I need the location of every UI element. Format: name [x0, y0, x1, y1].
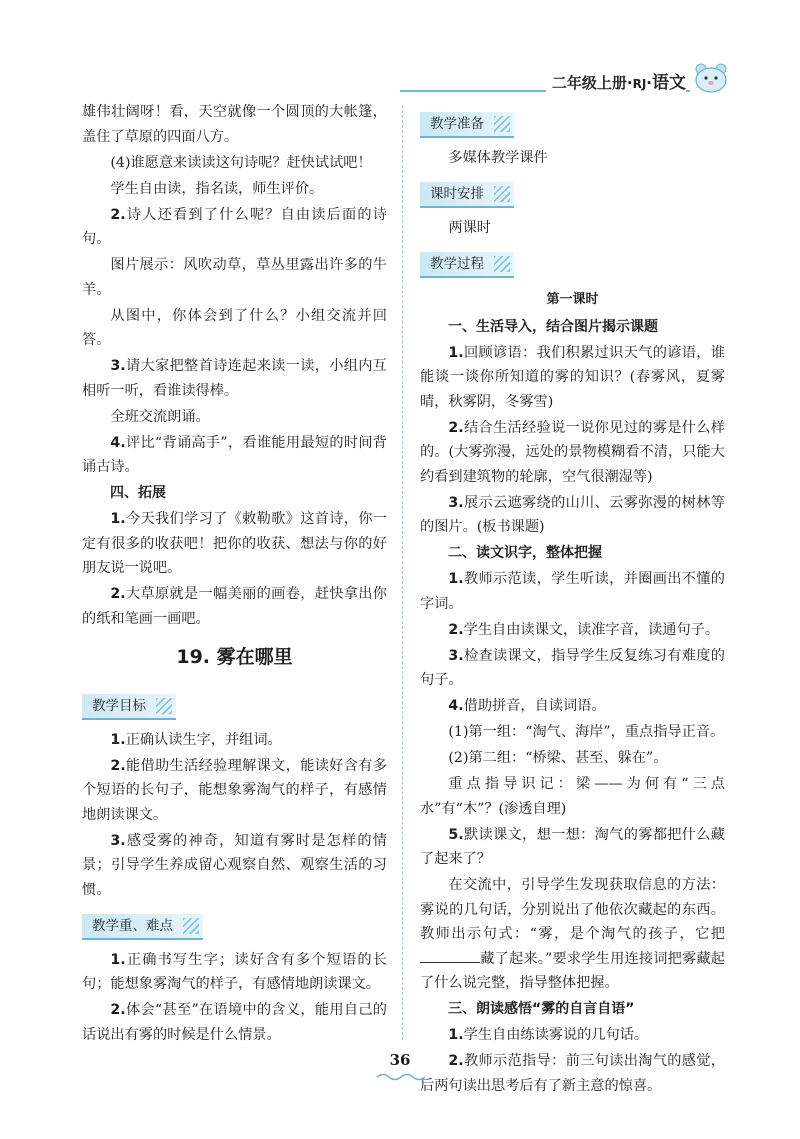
- column-divider: [402, 105, 403, 1040]
- paragraph: (4)谁愿意来读读这句诗呢？赶快试试吧！: [110, 154, 372, 171]
- page-number: 36: [389, 1051, 411, 1069]
- section-heading: 三、朗读感悟“雾的自言自语”: [448, 1001, 635, 1017]
- section-tag-schedule: 课时安排: [420, 182, 514, 208]
- fill-blank: [450, 948, 480, 963]
- paragraph: 学生自由读，指名读，师生评价。: [110, 180, 324, 197]
- paragraph: 多媒体教学课件: [448, 150, 548, 166]
- paragraph: 在交流中，引导学生发现获取信息的方法：雾说的几句话，分别说出了他依次藏起的东西。教师出示句式：“雾，是个淘气的孩子，它把藏了起来。”要求学生用连接词把雾藏起了什么说完整，指导整体把握。: [420, 877, 725, 991]
- header-edition: RJ: [632, 77, 647, 91]
- right-column: [420, 100, 725, 1100]
- section-tag-process: 教学过程: [420, 252, 514, 278]
- section-tag-key-points: 教学重、难点: [82, 914, 203, 940]
- paragraph: 重点指导识记：梁——为何有“三点水”有“木”？(渗透自理): [420, 776, 725, 817]
- paragraph: 雄伟壮阔呀！看，天空就像一个圆顶的大帐篷，盖住了草原的四面八方。: [82, 104, 387, 145]
- numbered-paragraph: 1.学生自由练读雾说的几句话。: [448, 1027, 649, 1043]
- numbered-paragraph: 1.教师示范读，学生听读，并圈画出不懂的字词。: [420, 571, 725, 612]
- paragraph: 两课时: [448, 220, 491, 236]
- numbered-paragraph: 4.借助拼音，自读词语。: [448, 698, 606, 714]
- header-grade: 二年级上册: [551, 74, 627, 92]
- paragraph: 全班交流朗诵。: [110, 408, 210, 425]
- numbered-paragraph: 3.感受雾的神奇，知道有雾时是怎样的情景；引导学生养成留心观察自然、观察生活的习惯。: [82, 832, 387, 898]
- section-heading: 一、生活导入，结合图片揭示课题: [448, 318, 658, 335]
- numbered-paragraph: 3.检查读课文，指导学生反复练习有难度的句子。: [420, 647, 725, 688]
- numbered-paragraph: 5.默读课文，想一想：淘气的雾都把什么藏了起来了？: [420, 826, 725, 867]
- numbered-paragraph: 1.回顾谚语：我们积累过识天气的谚语，谁能谈一谈你所知道的雾的知识？(春雾风，夏雾晴，秋雾阴，冬雾雪): [420, 344, 725, 410]
- numbered-paragraph: 3.展示云遮雾绕的山川、云雾弥漫的树林等的图片。(板书课题): [420, 494, 725, 535]
- section-tag-preparation: 教学准备: [420, 112, 514, 138]
- section-heading: 四、拓展: [110, 485, 166, 501]
- paragraph: 图片展示：风吹动草，草丛里露出许多的牛羊。: [82, 257, 387, 298]
- numbered-paragraph: 2.教师示范指导：前三句读出淘气的感觉，后两句读出思考后有了新主意的惊喜。: [420, 1053, 725, 1094]
- numbered-paragraph: 2.学生自由读课文，读准字音，读通句子。: [448, 621, 720, 638]
- numbered-paragraph: 1.正确书写生字；读好含有多个短语的长句；能想象雾淘气的样子，有感情地朗读课文。: [82, 951, 387, 992]
- section-tag-goals: 教学目标: [82, 694, 176, 720]
- paragraph: 从图中，你体会到了什么？小组交流并回答。: [82, 307, 387, 348]
- numbered-paragraph: 4.评比“背诵高手”，看谁能用最短的时间背诵古诗。: [82, 434, 387, 475]
- fill-blank: [420, 948, 450, 963]
- left-column: [82, 100, 387, 1049]
- page-header: [400, 66, 730, 94]
- bear-mascot-icon: [692, 62, 730, 94]
- numbered-paragraph: 2.体会“甚至”在语境中的含义，能用自己的话说出有雾的时候是什么情景。: [82, 1002, 387, 1043]
- paragraph: (1)第一组：“淘气、海岸”，重点指导正音。: [448, 724, 725, 740]
- numbered-paragraph: 2.诗人还看到了什么呢？自由读后面的诗句。: [82, 206, 387, 247]
- wave-ornament-icon: [375, 1072, 425, 1082]
- lesson-title: 19. 雾在哪里: [176, 646, 293, 668]
- header-label: 二年级上册·RJ·语文: [546, 68, 686, 93]
- section-heading: 二、读文识字，整体把握: [448, 545, 602, 561]
- numbered-paragraph: 1.今天我们学习了《敕勒歌》这首诗，你一定有很多的收获吧！把你的收获、想法与你的好朋友说一说吧。: [82, 511, 387, 576]
- header-subject: 语文: [652, 73, 686, 93]
- numbered-paragraph: 2.能借助生活经验理解课文，能读好含有多个短语的长句子，能想象雾淘气的样子，有感情地朗读课文。: [82, 757, 387, 823]
- first-lesson-heading: 第一课时: [546, 292, 599, 307]
- numbered-paragraph: 1.正确认读生字，并组词。: [110, 731, 282, 748]
- numbered-paragraph: 2.大草原就是一幅美丽的画卷，赶快拿出你的纸和笔画一画吧。: [82, 586, 387, 627]
- numbered-paragraph: 2.结合生活经验说一说你见过的雾是什么样的。(大雾弥漫，远处的景物模糊看不清，只能大约看到建筑物的轮廓，空气很潮湿等): [420, 419, 725, 485]
- paragraph: (2)第二组：“桥梁、甚至、躲在”。: [448, 750, 668, 766]
- numbered-paragraph: 3.请大家把整首诗连起来读一读，小组内互相听一听，看谁读得棒。: [82, 358, 387, 399]
